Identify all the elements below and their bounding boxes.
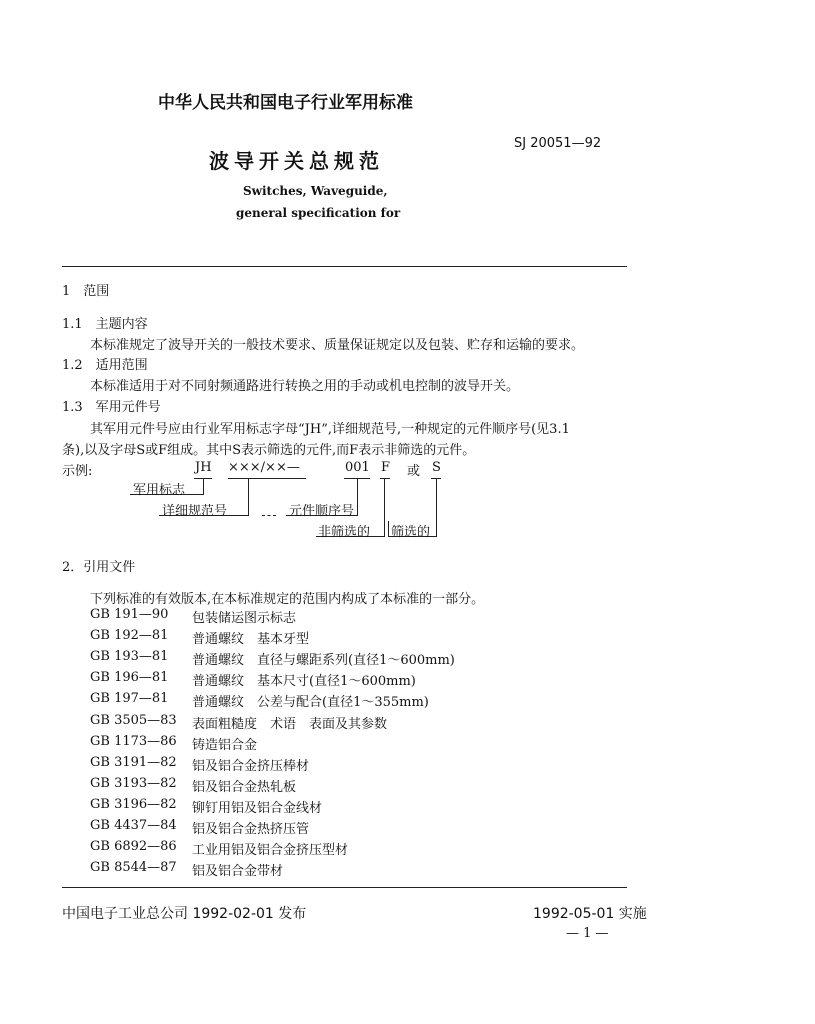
reference-title: 铆钉用铝及铝合金线材 (192, 801, 323, 816)
reference-code: GB 4437—84 (90, 818, 177, 833)
page-number: — 1 — (566, 926, 609, 941)
callout-screened: 筛选的 (391, 525, 431, 540)
reference-code: GB 3505—83 (90, 713, 177, 728)
footer-divider (62, 887, 627, 888)
reference-code: GB 1173—86 (90, 734, 177, 749)
reference-title: 普通螺纹 直径与螺距系列(直径1～600mm) (192, 653, 455, 668)
section-1-2-text: 本标准适用于对不同射频通路进行转换之用的手动或机电控制的波导开关。 (90, 379, 520, 394)
example-sequence: 001 (345, 460, 370, 475)
example-or: 或 (407, 464, 421, 479)
example-s: S (432, 460, 441, 475)
reference-code: GB 3191—82 (90, 755, 177, 770)
leader-spec (248, 478, 249, 515)
leader-seq (357, 478, 358, 515)
underline-f (380, 478, 390, 479)
english-title-line2: general specification for (236, 206, 401, 220)
reference-title: 表面粗糙度 术语 表面及其参数 (192, 717, 388, 732)
example-label: 示例: (62, 464, 93, 479)
example-spec-number: ×××/××— (228, 460, 300, 475)
reference-title: 铝及铝合金热轧板 (192, 780, 297, 795)
standard-category: 中华人民共和国电子行业军用标准 (158, 93, 413, 113)
reference-code: GB 192—81 (90, 628, 169, 643)
callout-sequence-number: 元件顺序号 (289, 504, 355, 519)
leader-spec-dash (262, 515, 276, 516)
reference-code: GB 3193—82 (90, 776, 177, 791)
leader-s (436, 478, 437, 536)
reference-code: GB 196—81 (90, 670, 169, 685)
leader-military (203, 478, 204, 494)
standard-number: SJ 20051—92 (514, 136, 602, 151)
section-1-3-text-line1: 其军用元件号应由行业军用标志字母“JH”,详细规范号,一种规定的元件顺序号(见3.1 (90, 422, 570, 437)
callout-non-screened: 非筛选的 (318, 525, 371, 540)
leader-f (384, 478, 385, 536)
english-title-line1: Switches, Waveguide, (243, 184, 388, 198)
reference-title: 普通螺纹 基本尺寸(直径1～600mm) (192, 674, 416, 689)
callout-spec-number: 详细规范号 (162, 504, 228, 519)
section-1-3-text-line2: 条),以及字母S或F组成。其中S表示筛选的元件,而F表示非筛选的元件。 (62, 443, 476, 458)
section-1-2-heading: 1.2 适用范围 (62, 358, 148, 373)
reference-title: 铸造铝合金 (192, 738, 258, 753)
callout-military-mark: 军用标志 (133, 483, 186, 498)
reference-code: GB 191—90 (90, 607, 169, 622)
reference-title: 普通螺纹 公差与配合(直径1～355mm) (192, 695, 429, 710)
reference-code: GB 6892—86 (90, 839, 177, 854)
reference-code: GB 193—81 (90, 649, 169, 664)
reference-title: 铝及铝合金热挤压管 (192, 822, 310, 837)
document-title: 波导开关总规范 (209, 149, 384, 173)
reference-code: GB 8544—87 (90, 860, 177, 875)
example-f: F (381, 460, 391, 475)
section-1-3-heading: 1.3 军用元件号 (62, 400, 161, 415)
reference-code: GB 197—81 (90, 691, 169, 706)
reference-title: 铝及铝合金挤压棒材 (192, 759, 310, 774)
section-1-1-heading: 1.1 主题内容 (62, 317, 148, 332)
section-2-intro: 下列标准的有效版本,在本标准规定的范围内构成了本标准的一部分。 (90, 592, 485, 607)
reference-title: 工业用铝及铝合金挤压型材 (192, 843, 349, 858)
section-1-1-text: 本标准规定了波导开关的一般技术要求、质量保证规定以及包装、贮存和运输的要求。 (90, 338, 585, 353)
underline-spec (228, 478, 306, 479)
reference-title: 包装储运图示标志 (192, 611, 297, 626)
example-jh: JH (195, 460, 212, 475)
issuer-line: 中国电子工业总公司 1992-02-01 发布 (62, 906, 307, 922)
section-2-heading: 2．引用文件 (62, 560, 136, 575)
reference-title: 铝及铝合金带材 (192, 864, 284, 879)
leader-s-left (388, 521, 389, 536)
reference-code: GB 3196—82 (90, 797, 177, 812)
reference-title: 普通螺纹 基本牙型 (192, 632, 310, 647)
header-divider (62, 266, 627, 267)
effective-date: 1992-05-01 实施 (533, 906, 647, 922)
section-1-heading: 1 范围 (62, 284, 110, 299)
